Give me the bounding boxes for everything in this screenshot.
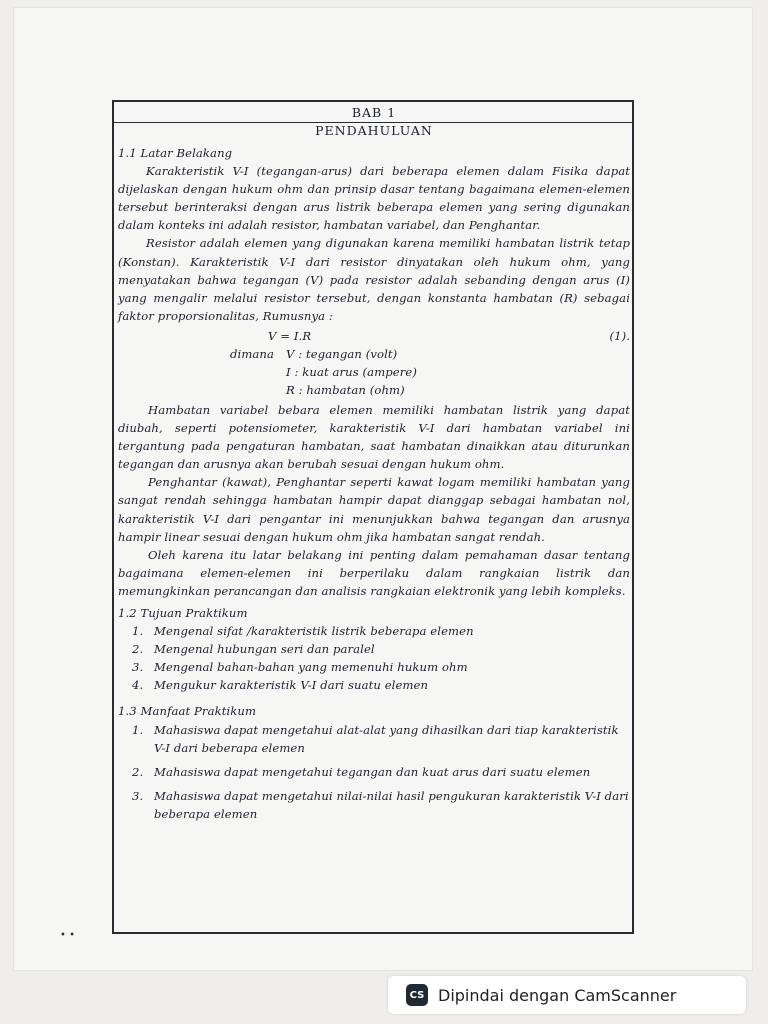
scan-speck: • • [60, 930, 75, 941]
definition-resistance: R : hambatan (ohm) [286, 382, 405, 397]
section-heading-1-2: 1.2 Tujuan Praktikum [118, 605, 248, 620]
paragraph-3: Hambatan variabel bebara elemen memiliki hambatan listrik yang dapat diubah, seperti potensiometer, karakteristik V-I dari hambatan variabel ini tergantung pada pengaturan hambatan, saat hambatan dinaikkan atau diturunkan tegangan dan arusnya akan berubah sesuai dengan hukum ohm. [118, 402, 630, 472]
section-heading-1-1: 1.1 Latar Belakang [118, 146, 233, 160]
document-body [118, 104, 630, 823]
list-item: 3. Mengenal bahan-bahan yang memenuhi hukum ohm [132, 660, 468, 675]
list-item: 2. Mengenal hubungan seri dan paralel [132, 642, 375, 657]
list-item: 2. Mahasiswa dapat mengetahui tegangan dan kuat arus dari suatu elemen [132, 764, 591, 779]
objectives-list [118, 622, 630, 694]
list-item: 3. Mahasiswa dapat mengetahui nilai-nilai hasil pengukuran karakteristik V-I dari beberapa elemen [132, 788, 629, 821]
paragraph-2: Resistor adalah elemen yang digunakan karena memiliki hambatan listrik tetap (Konstan). Karakteristik V-I dari resistor dinyatakan oleh hukum ohm, yang menyatakan bahwa tegangan (V) pada resistor adalah sebanding dengan arus (I) yang mengalir melalui resistor tersebut, dengan konstanta hambatan (R) sebagai faktor proporsionalitas, Rumusnya : [118, 236, 630, 323]
chapter-number: BAB 1 [351, 105, 397, 120]
section-heading-1-3: 1.3 Manfaat Praktikum [118, 704, 257, 719]
benefits-list [118, 721, 630, 823]
camscanner-watermark [388, 976, 746, 1014]
equation-number: (1). [609, 328, 630, 343]
list-item: 4. Mengukur karakteristik V-I dari suatu elemen [132, 678, 429, 693]
camscanner-logo-icon: CS [406, 984, 428, 1006]
paragraph-5: Oleh karena itu latar belakang ini penting dalam pemahaman dasar tentang bagaimana elemen-elemen ini berperilaku dalam rangkaian listrik dan memungkinkan perancangan dan analisis rangkaian elektronik yang lebih kompleks. [118, 547, 630, 598]
camscanner-label: Dipindai dengan CamScanner [438, 985, 677, 1005]
equation-block [118, 327, 630, 401]
list-item: 1. Mengenal sifat /karakteristik listrik beberapa elemen [132, 624, 474, 639]
list-item: 1. Mahasiswa dapat mengetahui alat-alat yang dihasilkan dari tiap karakteristik V-I dari beberapa elemen [132, 722, 619, 755]
equation: V = I.R [268, 328, 312, 343]
definition-voltage: V : tegangan (volt) [286, 346, 398, 361]
chapter-title: PENDAHULUAN [315, 123, 433, 138]
where-label: dimana [230, 346, 275, 361]
paragraph-1: Karakteristik V-I (tegangan-arus) dari beberapa elemen dalam Fisika dapat dijelaskan dengan hukum ohm dan prinsip dasar tentang bagaimana elemen-elemen tersebut berinteraksi dengan arus listrik beberapa elemen yang sering digunakan dalam konteks ini adalah resistor, hambatan variabel, dan Penghantar. [118, 164, 630, 233]
definition-current: I : kuat arus (ampere) [286, 364, 417, 379]
paragraph-4: Penghantar (kawat), Penghantar seperti kawat logam memiliki hambatan yang sangat rendah sehingga hambatan hampir dapat dianggap sebagai hambatan nol, karakteristik V-I dari pengantar ini menunjukkan bahwa tegangan dan arusnya hampir linear sesuai dengan hukum ohm jika hambatan sangat rendah. [118, 475, 630, 544]
